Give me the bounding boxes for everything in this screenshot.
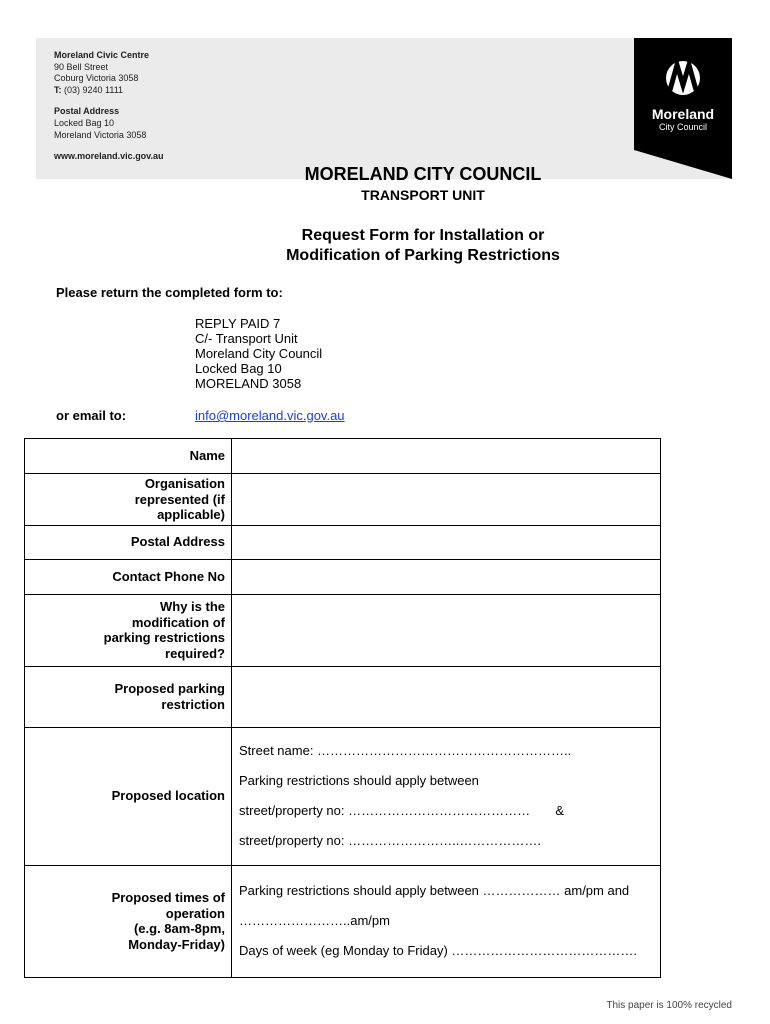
street-property-line-1: street/property no: …………………………………… & — [239, 803, 565, 818]
request-form-table — [24, 438, 661, 978]
logo-subtitle: City Council — [658, 122, 707, 132]
council-title: MORELAND CITY COUNCIL — [304, 164, 542, 184]
organisation-field[interactable] — [232, 474, 661, 526]
logo-name: Moreland — [651, 106, 715, 122]
proposed-times-label-line: Monday-Friday) — [128, 936, 225, 952]
recycled-note: This paper is 100% recycled — [606, 1000, 732, 1011]
reply-address — [195, 316, 322, 391]
proposed-times-label — [25, 865, 232, 977]
street-property-line-2: street/property no: ……………………..………………. — [239, 833, 541, 848]
proposed-restriction-label-line: restriction — [161, 696, 225, 712]
name-field[interactable] — [232, 439, 661, 474]
unit-title: TRANSPORT UNIT — [361, 187, 485, 203]
phone-number: (03) 9240 1111 — [64, 84, 124, 95]
email-link[interactable]: info@moreland.vic.gov.au — [195, 408, 345, 423]
postal-heading: Postal Address — [54, 106, 120, 117]
why-label-line: required? — [165, 645, 225, 661]
civic-centre-heading: Moreland Civic Centre — [54, 50, 150, 60]
reply-address-line: MORELAND 3058 — [195, 376, 302, 391]
why-label-line: parking restrictions — [103, 630, 225, 645]
organisation-label-line: represented (if — [134, 491, 225, 507]
organisation-label-line: applicable) — [157, 507, 225, 522]
postal-line-1: Locked Bag 10 — [54, 117, 115, 128]
website: www.moreland.vic.gov.au — [54, 151, 164, 162]
postal-address-label: Postal Address — [25, 525, 232, 559]
proposed-restriction-label — [25, 666, 232, 727]
reply-address-line: Moreland City Council — [195, 346, 323, 361]
phone-prefix: T: — [54, 84, 62, 95]
contact-phone-field[interactable] — [232, 559, 661, 594]
form-title-line-2: Modification of Parking Restrictions — [286, 247, 560, 264]
email-label: or email to: — [56, 408, 127, 423]
contact-phone-label: Contact Phone No — [25, 559, 232, 594]
why-label-line: Why is the — [159, 599, 225, 614]
reply-address-line: REPLY PAID 7 — [195, 316, 281, 331]
why-label — [25, 594, 232, 666]
apply-between-line: Parking restrictions should apply between — [239, 773, 479, 788]
return-instructions: Please return the completed form to: — [56, 285, 283, 300]
postal-address-field[interactable] — [232, 525, 661, 559]
organisation-label-line: Organisation — [144, 476, 225, 491]
postal-line-2: Moreland Victoria 3058 — [54, 129, 147, 140]
organisation-label — [25, 474, 232, 526]
street-line: 90 Bell Street — [54, 61, 109, 72]
days-of-week-line: Days of week (eg Monday to Friday) ……………………………………. — [239, 943, 638, 958]
suburb-line: Coburg Victoria 3058 — [54, 73, 139, 84]
times-line-1: Parking restrictions should apply between ……………… am/pm and — [239, 883, 630, 898]
logo-text — [634, 106, 732, 133]
phone-line — [54, 85, 164, 97]
council-address-block — [54, 50, 164, 163]
reply-address-line: C/- Transport Unit — [195, 331, 298, 346]
why-label-line: modification of — [131, 614, 225, 630]
proposed-restriction-field[interactable] — [232, 666, 661, 727]
proposed-location-field[interactable] — [232, 727, 661, 865]
proposed-times-label-line: Proposed times of — [111, 890, 225, 905]
proposed-location-label: Proposed location — [25, 727, 232, 865]
proposed-times-label-line: operation — [165, 905, 225, 921]
proposed-restriction-label-line: Proposed parking — [114, 681, 225, 696]
street-name-line: Street name: ………………………………………………….. — [239, 743, 572, 758]
name-label: Name — [25, 439, 232, 474]
reply-address-line: Locked Bag 10 — [195, 361, 282, 376]
form-title — [0, 226, 770, 266]
proposed-times-label-line: (e.g. 8am-8pm, — [133, 921, 225, 936]
times-line-2: ……………………..am/pm — [239, 913, 390, 928]
form-title-line-1: Request Form for Installation or — [301, 227, 545, 244]
proposed-times-field[interactable] — [232, 865, 661, 977]
why-field[interactable] — [232, 594, 661, 666]
